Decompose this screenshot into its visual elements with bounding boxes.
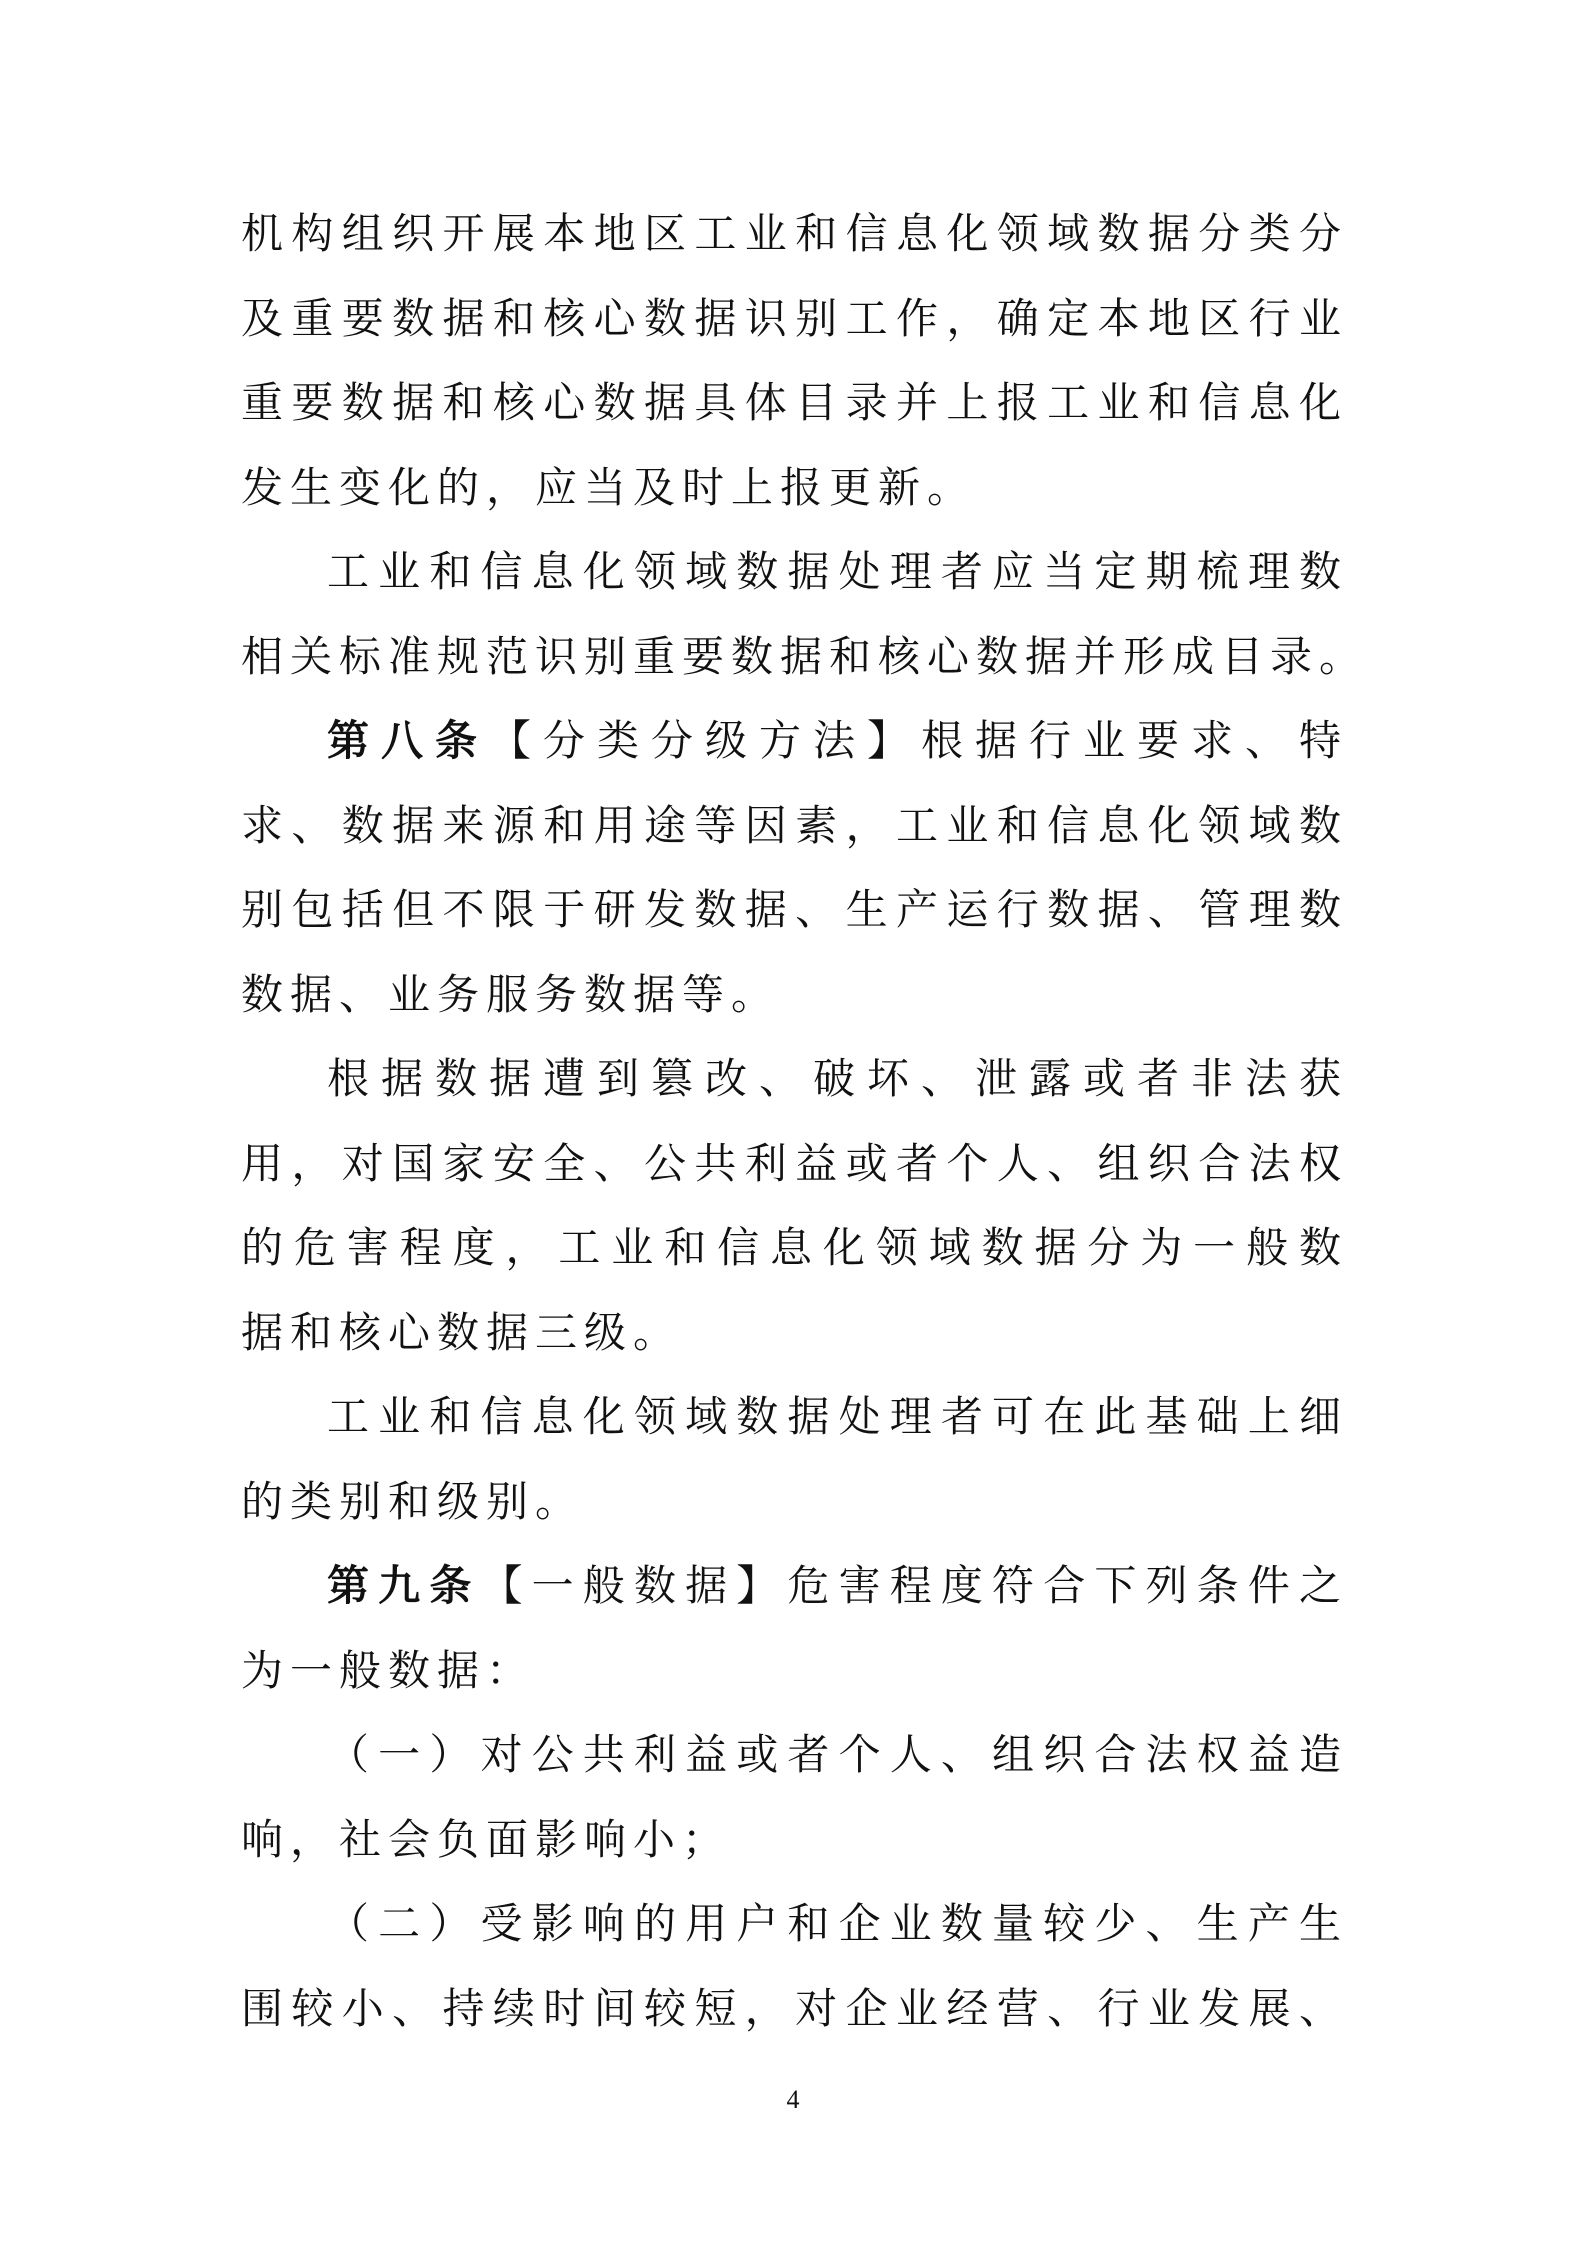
text-line: 的危害程度，工业和信息化领域数据分为一般数 bbox=[241, 1223, 1348, 1272]
article-9-heading: 第九条 bbox=[327, 1561, 481, 1610]
text-line: 求、数据来源和用途等因素，工业和信息化领域数 bbox=[241, 800, 1348, 850]
text-line: 数据、业务服务数据等。 bbox=[241, 969, 781, 1019]
article-9-first-line bbox=[241, 1544, 1348, 1629]
text-line: 【一般数据】危害程度符合下列条件之 bbox=[480, 1561, 1348, 1610]
text-line: 机构组织开展本地区工业和信息化领域数据分类分 bbox=[241, 209, 1348, 258]
text-line: 围较小、持续时间较短，对企业经营、行业发展、 bbox=[241, 1983, 1348, 2033]
text-line: 工业和信息化领域数据处理者应当定期梳理数 bbox=[327, 547, 1348, 596]
text-line: 【分类分级方法】根据行业要求、特 bbox=[489, 716, 1348, 765]
text-line: 根据数据遭到篡改、破坏、泄露或者非法获 bbox=[327, 1054, 1348, 1103]
text-line: 发生变化的，应当及时上报更新。 bbox=[241, 462, 977, 512]
article-8-heading: 第八条 bbox=[327, 716, 489, 765]
text-line: 为一般数据： bbox=[241, 1645, 536, 1695]
text-line: （二）受影响的用户和企业数量较少、生产生 bbox=[327, 1899, 1348, 1948]
text-line: 重要数据和核心数据具体目录并上报工业和信息化 bbox=[241, 378, 1348, 427]
text-line: 响，社会负面影响小； bbox=[241, 1814, 732, 1864]
text-line: 用，对国家安全、公共利益或者个人、组织合法权 bbox=[241, 1138, 1348, 1188]
text-line: 相关标准规范识别重要数据和核心数据并形成目录。 bbox=[241, 631, 1369, 681]
text-line: 别包括但不限于研发数据、生产运行数据、管理数 bbox=[241, 885, 1348, 934]
text-line: 工业和信息化领域数据处理者可在此基础上细 bbox=[327, 1392, 1348, 1441]
document-body bbox=[241, 192, 1369, 2051]
text-line: 的类别和级别。 bbox=[241, 1476, 585, 1526]
text-line: 及重要数据和核心数据识别工作，确定本地区行业 bbox=[241, 293, 1348, 343]
page-number: 4 bbox=[786, 2085, 800, 2114]
text-line: 据和核心数据三级。 bbox=[241, 1307, 683, 1357]
text-line: （一）对公共利益或者个人、组织合法权益造 bbox=[327, 1730, 1348, 1779]
article-8-first-line bbox=[241, 699, 1348, 784]
